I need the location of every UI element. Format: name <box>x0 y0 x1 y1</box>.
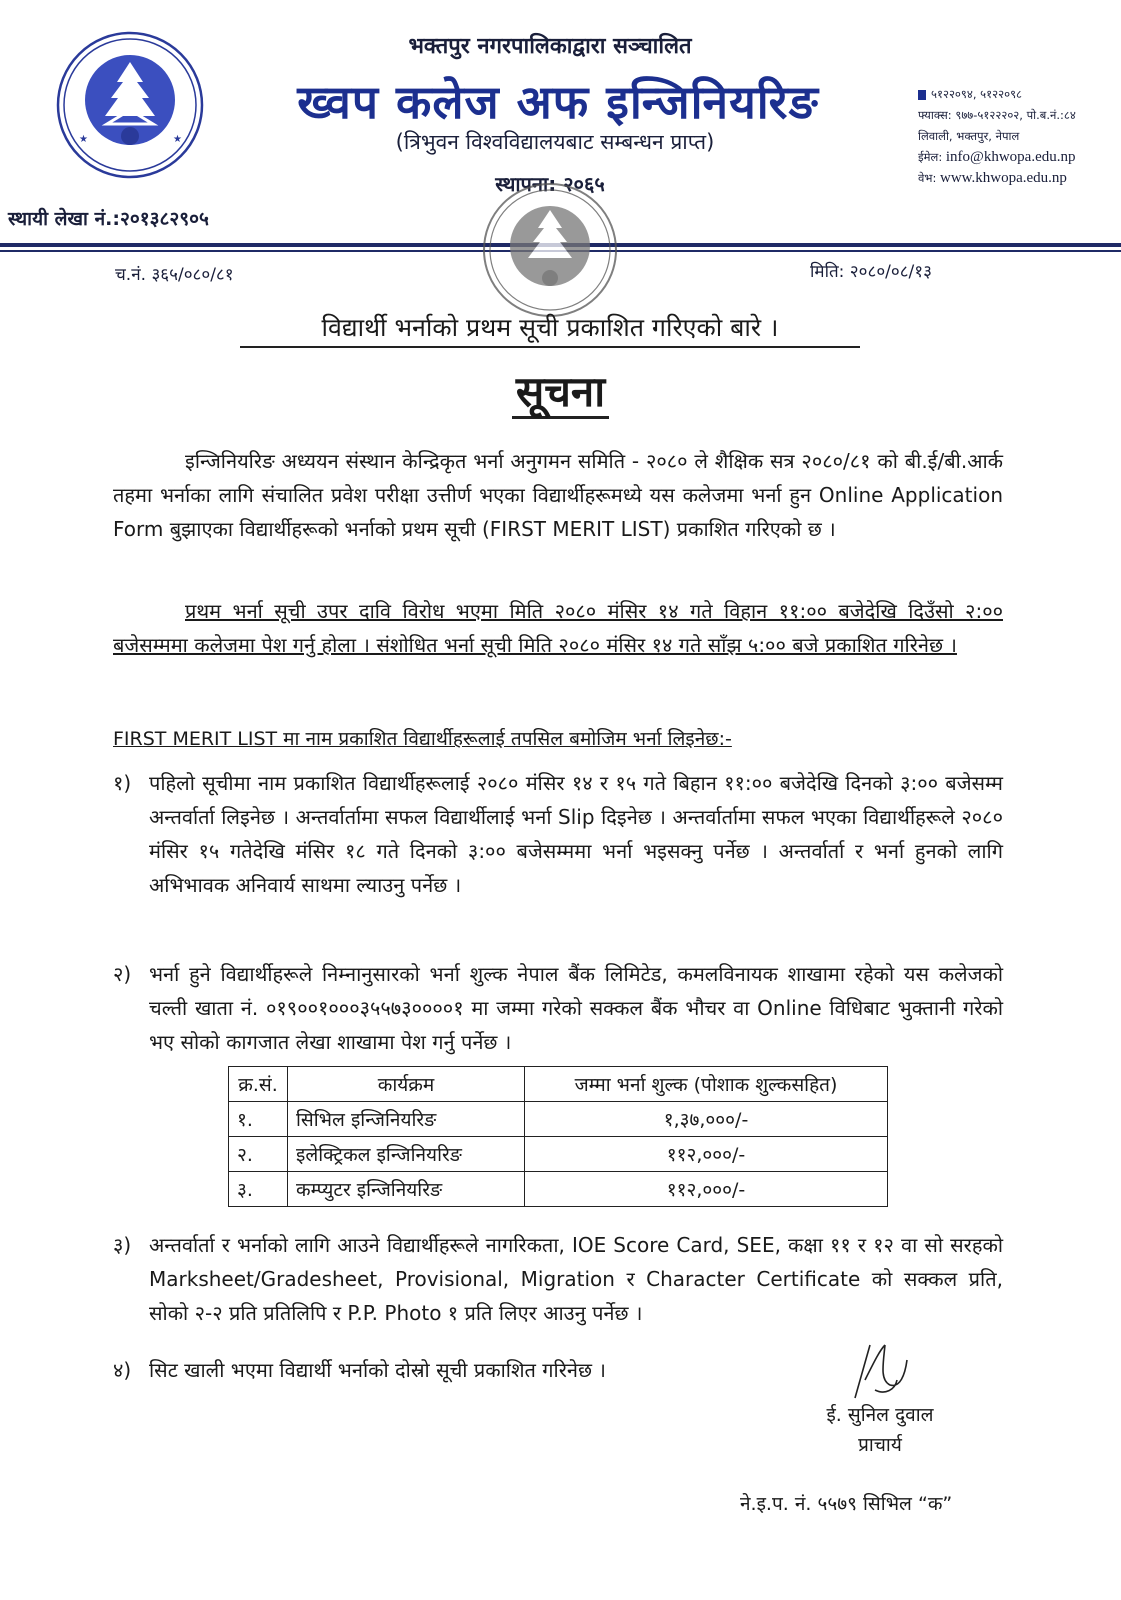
established-text: स्थापना: २०६५ <box>495 172 605 196</box>
list-item: ४) सिट खाली भएमा विद्यार्थी भर्नाको दोस्रो सूची प्रकाशित गरिनेछ । <box>113 1358 606 1382</box>
college-name: ख्वप कलेज अफ इन्जिनियरिङ <box>297 75 819 129</box>
fax-line: फ्याक्स: ९७७-५१२२२०२, पो.ब.नं.:८४ <box>918 108 1076 122</box>
phone-line: ५१२२०९४, ५१२२०९८ <box>918 84 1118 105</box>
list-item: २) भर्ना हुने विद्यार्थीहरूले निम्नानुसारको भर्ना शुल्क नेपाल बैंक लिमिटेड, कमलविनायक शाखामा रहेको यस कलेजको चल्ती खाता नं. ०१९००१०००३५५७३००००१ मा जम्मा गरेको सक्कल बैंक भौचर वा Online विधिबाट भुक्तानी गरेको भए सोको कागजात लेखा शाखामा पेश गर्नु पर्नेछ । <box>113 962 1003 1054</box>
affiliation-text: (त्रिभुवन विश्वविद्यालयबाट सम्बन्धन प्राप्त) <box>395 130 715 154</box>
table-row: २. इलेक्ट्रिकल इन्जिनियरिङ ११२,०००/- <box>229 1137 888 1172</box>
permanent-account-number: स्थायी लेखा नं.:२०१३८२९०५ <box>8 208 209 230</box>
list-item: १) पहिलो सूचीमा नाम प्रकाशित विद्यार्थीहरूलाई २०८० मंसिर १४ र १५ गते बिहान ११:०० बजेदेखि दिनको ३:०० बजेसम्म अन्तर्वार्ता लिइनेछ । अन्तर्वार्तामा सफल विद्यार्थीलाई भर्ना Slip दिइनेछ । अन्तर्वार्तामा सफल भएका विद्यार्थीहरूले २०८० मंसिर १५ गतेदेखि मंसिर १८ गते दिनको ३:०० बजेसम्ममा भर्ना भइसक्नु पर्नेछ । अन्तर्वार्ता र भर्ना हुनको लागि अभिभावक अनिवार्य साथमा ल्याउनु पर्नेछ । <box>113 771 1003 897</box>
web-line: वेभ: www.khwopa.edu.np <box>918 170 1067 186</box>
signature-icon <box>835 1340 925 1400</box>
svg-text:★: ★ <box>173 134 182 145</box>
table-header-row: क्र.सं. कार्यक्रम जम्मा भर्ना शुल्क (पोशाक शुल्कसहित) <box>229 1067 888 1102</box>
address-line: लिवाली, भक्तपुर, नेपाल <box>918 129 1020 143</box>
email-line: ईमेल: info@khwopa.edu.np <box>918 149 1076 165</box>
signatory-block <box>780 1400 980 1460</box>
operated-by-text: भक्तपुर नगरपालिकाद्वारा सञ्चालित <box>408 34 692 59</box>
svg-text:★: ★ <box>79 134 88 145</box>
reference-number: च.नं. ३६५/०८०/८१ <box>115 265 234 285</box>
paragraph-intro: इन्जिनियरिङ अध्ययन संस्थान केन्द्रिकृत भर्ना अनुगमन समिति - २०८० ले शैक्षिक सत्र २०८०/८१ को बी.ई/बी.आर्क तहमा भर्नाका लागि संचालित प्रवेश परीक्षा उत्तीर्ण भएका विद्यार्थीहरूमध्ये यस कलेजमा भर्ना हुन Online Application Form बुझाएका विद्यार्थीहरूको भर्नाको प्रथम सूची (FIRST MERIT LIST) प्रकाशित गरिएको छ । <box>113 449 1003 541</box>
contact-block <box>918 84 1118 189</box>
college-logo <box>55 30 205 180</box>
signatory-title: प्राचार्य <box>858 1434 902 1456</box>
issue-date: मिति: २०८०/०८/१३ <box>810 262 932 282</box>
notice-title: सूचना <box>0 362 1121 419</box>
table-row: १. सिभिल इन्जिनियरिङ १,३७,०००/- <box>229 1102 888 1137</box>
web-link[interactable]: www.khwopa.edu.np <box>940 170 1067 186</box>
list-item: ३) अन्तर्वार्ता र भर्नाको लागि आउने विद्यार्थीहरूले नागरिकता, IOE Score Card, SEE, कक्षा ११ र १२ वा सो सरहको Marksheet/Gradesheet, Provisional, Migration र Character Certificate को सक्कल प्रति, सोको २-२ प्रति प्रतिलिपि र P.P. Photo १ प्रति लिएर आउनु पर्नेछ । <box>113 1233 1003 1325</box>
signatory-name: ई. सुनिल दुवाल <box>826 1404 934 1426</box>
phone-icon <box>918 90 926 100</box>
seal-stamp-icon <box>480 180 620 320</box>
fee-table <box>228 1066 888 1207</box>
email-link[interactable]: info@khwopa.edu.np <box>945 149 1076 165</box>
paragraph-objection: प्रथम भर्ना सूची उपर दावि विरोध भएमा मिति २०८० मंसिर १४ गते विहान ११:०० बजेदेखि दिउँसो २:०० बजेसम्ममा कलेजमा पेश गर्नु होला । संशोधित भर्ना सूची मिति २०८० मंसिर १४ गते साँझ ५:०० बजे प्रकाशित गरिनेछ । <box>113 599 1003 657</box>
paragraph-list-intro: FIRST MERIT LIST मा नाम प्रकाशित विद्यार्थीहरूलाई तपसिल बमोजिम भर्ना लिइनेछ:- <box>113 728 732 750</box>
table-row: ३. कम्प्युटर इन्जिनियरिङ ११२,०००/- <box>229 1172 888 1207</box>
subject-heading: विद्यार्थी भर्नाको प्रथम सूची प्रकाशित गरिएको बारे । <box>240 310 860 348</box>
signatory-registration: ने.इ.प. नं. ५५७९ सिभिल “क” <box>740 1493 953 1515</box>
